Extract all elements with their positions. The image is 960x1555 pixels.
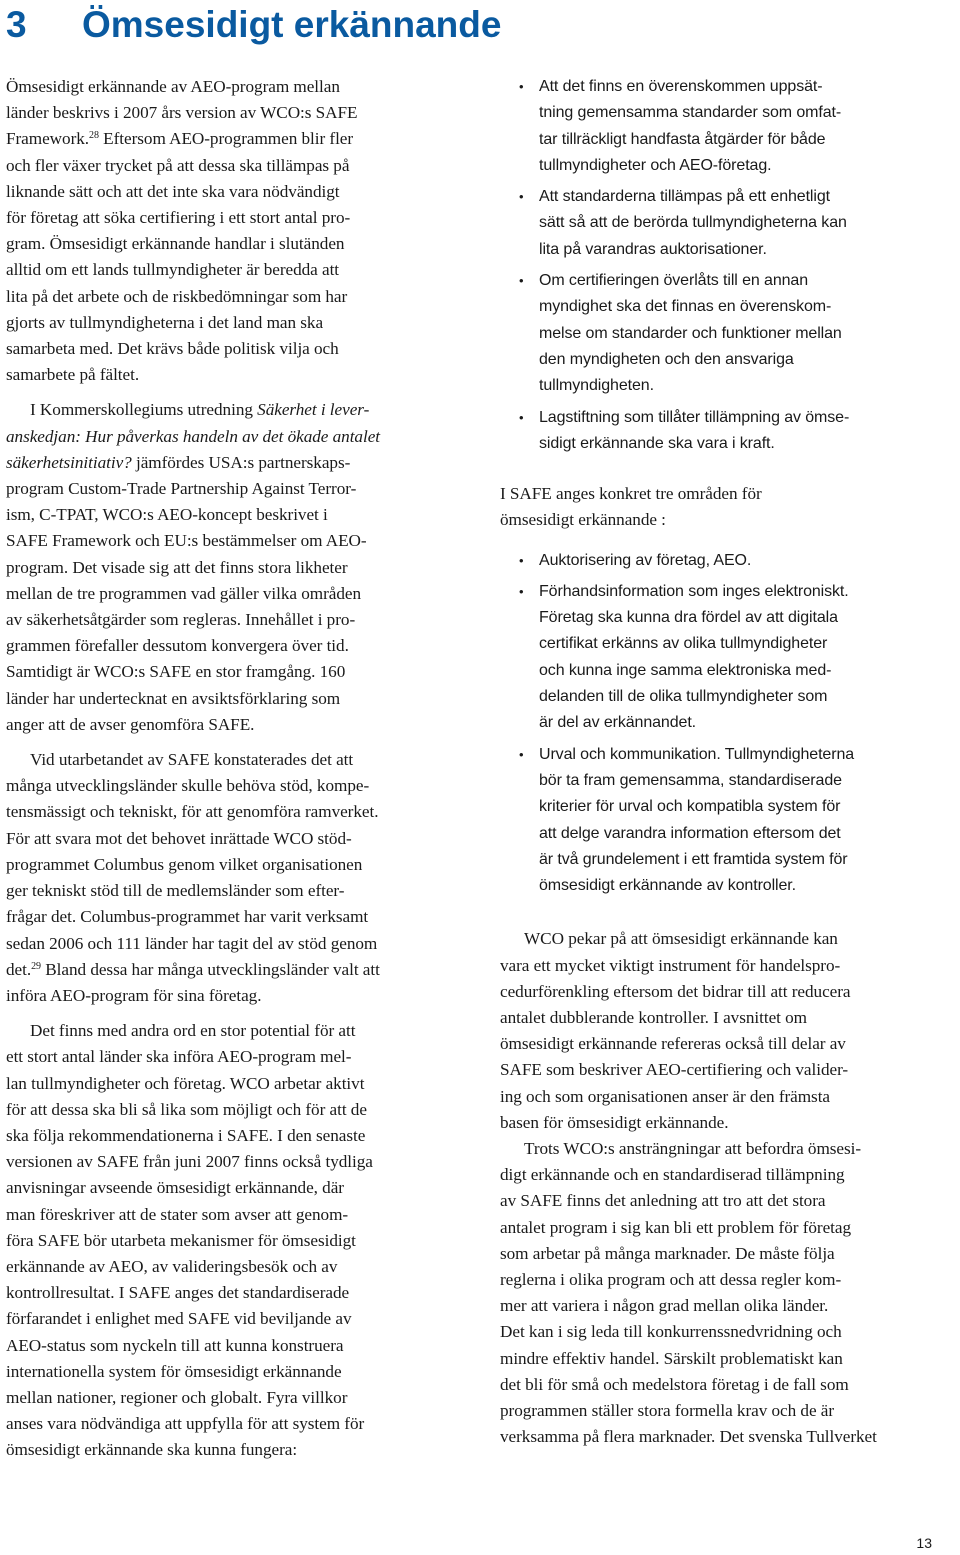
areas-list — [500, 548, 952, 900]
text-line: reglerna i olika program och att dessa regler kom- — [500, 1270, 842, 1290]
text-line: är två grundelement i ett framtida system för — [539, 850, 848, 868]
text-line: vara ett mycket viktigt instrument för handelspro- — [500, 955, 841, 975]
text-line: samarbete på fältet. — [6, 365, 140, 385]
text-line: samarbeta med. Det krävs både politisk vilja och — [6, 339, 339, 359]
paragraph-wco-instrument — [500, 926, 952, 1136]
text-line: Om certifieringen överlåts till en annan — [539, 272, 809, 290]
text-line: lita på varandras auktorisationer. — [539, 240, 767, 258]
text-line: för företag att söka certifiering i ett stort antal pro- — [6, 208, 351, 228]
paragraph-kommerskollegium-study — [6, 397, 470, 738]
paragraph-potential — [6, 1018, 470, 1463]
text-line: I SAFE anges konkret tre områden för — [500, 484, 762, 504]
text-line: Vid utarbetandet av SAFE konstaterades det att — [30, 750, 354, 770]
paragraph-mutual-recognition-intro — [6, 74, 470, 388]
list-item — [500, 742, 952, 900]
text-line: bör ta fram gemensamma, standardiserade — [539, 771, 842, 789]
text-line: den myndigheten och den ansvariga — [539, 350, 794, 368]
text-line: länder beskrivs i 2007 års version av WCO:s SAFE — [6, 103, 358, 123]
text-line: SAFE som beskriver AEO-certifiering och valider- — [500, 1060, 849, 1080]
text-line: och kunna inge samma elektroniska med- — [539, 661, 832, 679]
list-item — [500, 405, 952, 458]
text-line: cedurförenkling eftersom det bidrar till att reducera — [500, 981, 851, 1001]
text-line: basen för ömsesidigt erkännande. — [500, 1112, 729, 1132]
text-line: frågar det. Columbus-programmet har varit verksamt — [6, 907, 369, 927]
text-line: ömsesidigt erkännande ska kunna fungera: — [6, 1440, 298, 1460]
text-line: versionen av SAFE från juni 2007 finns också tydliga — [6, 1152, 373, 1172]
text-line: som arbetar på många marknader. De måste följa — [500, 1243, 835, 1263]
text-line: sätt så att de berörda tullmyndigheterna kan — [539, 214, 847, 232]
text-line: föra SAFE bör utarbeta mekanismer för ömsesidigt — [6, 1230, 356, 1250]
text-line: grammen förefaller dessutom konvergera över tid. — [6, 636, 349, 656]
text-line: tar tillräckligt handfasta åtgärder för både — [539, 130, 826, 148]
text-line: ing och som organisationen anser är den främsta — [500, 1086, 831, 1106]
bullet-icon: • — [519, 552, 524, 568]
footnote-marker-28: 28 — [89, 130, 99, 142]
text-line: program Custom-Trade Partnership Against Terror- — [6, 479, 357, 499]
text-line: anvisningar avseende ömsesidigt erkännande, där — [6, 1178, 344, 1198]
list-item — [500, 184, 952, 263]
text-line: Att det finns en överenskommen uppsät- — [539, 78, 823, 95]
paragraph-columbus-programme — [6, 747, 470, 1009]
text-line: Samtidigt är WCO:s SAFE en stor framgång. 160 — [6, 662, 346, 682]
report-title: säkerhetsinitiativ? — [6, 452, 132, 472]
text-line: ger tekniskt stöd till de medlemsländer som efter- — [6, 881, 345, 901]
text-line: det. — [6, 959, 32, 979]
text-line: det bli för små och medelstora företag i de fall som — [500, 1374, 849, 1394]
bullet-icon: • — [519, 273, 524, 289]
left-column — [6, 74, 470, 1464]
text-line: lita på det arbete och de riskbedömningar som har — [6, 286, 348, 306]
page-title — [6, 2, 501, 48]
text-line: sidigt erkännande ska vara i kraft. — [539, 434, 775, 452]
text-line: Eftersom AEO-programmen blir fler — [98, 129, 354, 149]
text-line: certifikat erkänns av olika tullmyndigheter — [539, 635, 828, 653]
text-line: anger att de avser genomföra SAFE. — [6, 714, 255, 734]
text-line: AEO-status som nyckeln till att kunna konstruera — [6, 1335, 344, 1355]
report-title: Säkerhet i lever- — [257, 400, 370, 420]
text-line: tensmässigt och tekniskt, för att genomföra ramverket. — [6, 802, 379, 822]
text-line: Bland dessa har många utvecklingsländer valt att — [41, 959, 380, 979]
text-line: för att dessa ska bli så lika som möjligt och för att de — [6, 1099, 367, 1119]
text-line: ömsesidigt erkännande : — [500, 510, 666, 530]
text-line: man föreskriver att de stater som avser att genom- — [6, 1204, 349, 1224]
text-line: Företag ska kunna dra fördel av att digitala — [539, 609, 838, 627]
text-line: Det finns med andra ord en stor potential för att — [30, 1021, 356, 1041]
bullet-icon: • — [519, 189, 524, 205]
text-line: tullmyndigheter och AEO-företag. — [539, 156, 772, 174]
chapter-number: 3 — [6, 4, 27, 45]
text-line: programmet Columbus genom vilket organisationen — [6, 854, 363, 874]
text-line: ömsesidigt erkännande refereras också till delar av — [500, 1034, 846, 1054]
list-item — [500, 268, 952, 399]
text-line: ska följa rekommendationerna i SAFE. I den senaste — [6, 1125, 366, 1145]
text-line: av säkerhetsåtgärder som regleras. Innehållet i pro- — [6, 610, 356, 630]
text-line: liknande sätt och att det inte ska vara nödvändigt — [6, 181, 340, 201]
bullet-icon: • — [519, 79, 524, 94]
text-line: Urval och kommunikation. Tullmyndigheterna — [539, 745, 855, 763]
report-title: anskedjan: Hur påverkas handeln av det ökade antalet — [6, 426, 380, 446]
text-line: Auktorisering av företag, AEO. — [539, 551, 752, 569]
text-line: erkännande av AEO, av valideringsbesök och av — [6, 1256, 338, 1276]
text-line: Att standarderna tillämpas på ett enhetligt — [539, 188, 830, 206]
text-line: tning gemensamma standarder som omfat- — [539, 104, 842, 122]
text-line: Lagstiftning som tillåter tillämpning av ömse- — [539, 408, 850, 426]
text-line: ism, C-TPAT, WCO:s AEO-koncept beskrivet i — [6, 505, 328, 525]
text-line: jämfördes USA:s partnerskaps- — [131, 452, 351, 472]
right-column — [500, 74, 952, 1450]
text-line: att delge varandra information eftersom det — [539, 824, 841, 842]
text-line: Framework. — [6, 129, 90, 149]
text-line: kontrollresultat. I SAFE anges det standardiserade — [6, 1283, 350, 1303]
list-item — [500, 579, 952, 737]
text-line: programmen ställer stora formella krav och de är — [500, 1401, 835, 1421]
text-line: ett stort antal länder ska införa AEO-program mel- — [6, 1047, 352, 1067]
text-line: mer att variera i någon grad mellan olika länder. — [500, 1296, 829, 1316]
text-line: myndighet ska det finnas en överenskom- — [539, 298, 832, 316]
text-line: ömsesidigt erkännande av kontroller. — [539, 877, 796, 895]
text-line: kriterier för urval och kompatibla system för — [539, 798, 841, 816]
bullet-icon: • — [519, 583, 524, 599]
text-line: SAFE Framework och EU:s bestämmelser om AEO- — [6, 531, 367, 551]
text-line: anses vara nödvändiga att uppfylla för att system för — [6, 1414, 365, 1434]
text-line: digt erkännande och en standardiserad tillämpning — [500, 1165, 845, 1185]
text-line: länder har undertecknat en avsiktsförklaring som — [6, 688, 341, 708]
footnote-marker-29: 29 — [31, 960, 42, 972]
text-line: internationella system för ömsesidigt erkännande — [6, 1361, 342, 1381]
text-line: många utvecklingsländer skulle behöva stöd, kompe- — [6, 776, 370, 796]
text-line: delanden till de olika tullmyndigheter som — [539, 688, 828, 706]
text-line: mellan nationer, regioner och globalt. Fyra villkor — [6, 1387, 348, 1407]
text-line: gram. Ömsesidigt erkännande handlar i slutänden — [6, 234, 345, 254]
text-line: är del av erkännandet. — [539, 714, 697, 732]
text-line: gjorts av tullmyndigheterna i det land man ska — [6, 312, 324, 332]
text-line: införa AEO-program för sina företag. — [6, 985, 262, 1005]
chapter-title: Ömsesidigt erkännande — [82, 4, 502, 45]
text-line: av SAFE finns det anledning att tro att det stora — [500, 1191, 826, 1211]
bullet-icon: • — [519, 409, 524, 425]
text-line: Det kan i sig leda till konkurrenssnedvridning och — [500, 1322, 842, 1342]
text-line: och fler växer trycket på att dessa ska tillämpas på — [6, 155, 350, 175]
text-line: alltid om ett lands tullmyndigheter är beredda att — [6, 260, 340, 280]
text-line: förfarandet i enlighet med SAFE vid beviljande av — [6, 1309, 352, 1329]
text-line: verksamma på flera marknader. Det svenska Tullverket — [500, 1427, 877, 1447]
text-line: Förhandsinformation som inges elektroniskt. — [539, 582, 849, 600]
text-line: program. Det visade sig att det finns stora likheter — [6, 557, 348, 577]
list-item — [500, 74, 952, 179]
text-line: För att svara mot det behovet inrättade WCO stöd- — [6, 828, 352, 848]
text-line: lan tullmyndigheter och företag. WCO arbetar aktivt — [6, 1073, 365, 1093]
list-item — [500, 548, 952, 574]
bullet-icon: • — [519, 746, 524, 762]
text-line: tullmyndigheten. — [539, 377, 654, 395]
conditions-list — [500, 74, 952, 457]
page-number: 13 — [916, 1535, 932, 1551]
text-line: Trots WCO:s ansträngningar att befordra ömsesi- — [524, 1139, 862, 1159]
text-line: I Kommerskollegiums utredning — [30, 400, 258, 420]
paragraph-trots-wco — [500, 1136, 952, 1450]
text-line: WCO pekar på att ömsesidigt erkännande kan — [524, 929, 838, 949]
paragraph-areas-intro — [500, 481, 952, 533]
text-line: antalet dubblerande kontroller. I avsnittet om — [500, 1008, 807, 1028]
text-line: melse om standarder och funktioner mellan — [539, 324, 842, 342]
text-line: mellan de tre programmen vad gäller vilka områden — [6, 583, 362, 603]
text-line: Ömsesidigt erkännande av AEO-program mellan — [6, 77, 340, 96]
text-line: antalet program i sig kan bli ett problem för företag — [500, 1217, 852, 1237]
text-line: mindre effektiv handel. Särskilt problematiskt kan — [500, 1348, 843, 1368]
text-line: sedan 2006 och 111 länder har tagit del av stöd genom — [6, 933, 378, 953]
